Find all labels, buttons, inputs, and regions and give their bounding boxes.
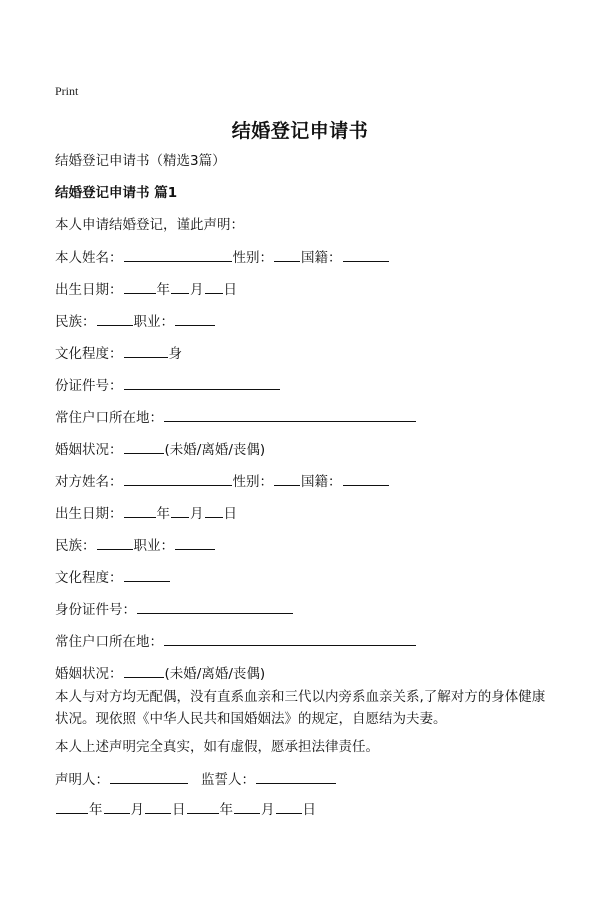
partner-education-label: 文化程度： [55,570,123,586]
partner-id-label: 身份证件号： [55,602,136,618]
self-id-row [55,376,281,395]
declarant-blank[interactable] [110,770,188,784]
partner-birth-month-blank[interactable] [171,504,189,518]
partner-education-row [55,568,171,587]
date2-day: 日 [302,802,316,818]
truth-statement: 本人上述声明完全真实，如有虚假，愿承担法律责任。 [55,739,379,755]
partner-ethnicity-blank[interactable] [97,536,133,550]
self-education-row [55,344,182,363]
self-nationality-label: 国籍： [301,250,342,266]
self-birth-day-blank[interactable] [205,280,223,294]
section-heading: 结婚登记申请书 篇1 [55,185,178,201]
self-education-tail: 身 [168,346,182,362]
page-title: 结婚登记申请书 [231,120,369,142]
partner-nationality-label: 国籍： [301,474,342,490]
self-id-label: 份证件号： [55,378,123,394]
partner-gender-label: 性别： [232,474,273,490]
partner-residence-row [55,632,417,651]
partner-birth-label: 出生日期： [55,506,123,522]
self-residence-blank[interactable] [164,408,416,422]
partner-occupation-blank[interactable] [175,536,215,550]
partner-residence-blank[interactable] [164,632,416,646]
date2-year: 年 [219,802,233,818]
self-nationality-blank[interactable] [343,248,389,262]
self-birth-month-blank[interactable] [171,280,189,294]
self-id-blank[interactable] [124,376,280,390]
date1-year-blank[interactable] [56,800,88,814]
date1-month-blank[interactable] [104,800,130,814]
partner-name-label: 对方姓名： [55,474,123,490]
partner-birth-year: 年 [156,506,170,522]
date-row [55,800,316,819]
self-education-label: 文化程度： [55,346,123,362]
self-birth-year: 年 [156,282,170,298]
witness-blank[interactable] [256,770,336,784]
print-label[interactable]: Print [55,84,79,98]
partner-birth-month: 月 [190,506,204,522]
self-education-blank[interactable] [124,344,168,358]
date2-month-blank[interactable] [234,800,260,814]
date1-year: 年 [89,802,103,818]
self-name-blank[interactable] [124,248,232,262]
self-name-label: 本人姓名： [55,250,123,266]
partner-id-blank[interactable] [137,600,293,614]
self-birth-label: 出生日期： [55,282,123,298]
partner-marital-row [55,664,265,683]
partner-residence-label: 常住户口所在地： [55,634,163,650]
date1-day: 日 [172,802,186,818]
partner-birth-row [55,504,237,523]
partner-birth-year-blank[interactable] [124,504,156,518]
partner-birth-day: 日 [223,506,237,522]
partner-name-row [55,472,390,491]
self-marital-options: (未婚/离婚/丧偶) [164,442,266,458]
self-residence-row [55,408,417,427]
date2-month: 月 [261,802,275,818]
partner-nationality-blank[interactable] [343,472,389,486]
self-marital-label: 婚姻状况： [55,442,123,458]
signature-row [55,770,337,789]
self-ethnicity-row [55,312,216,331]
date1-month: 月 [130,802,144,818]
self-ethnicity-blank[interactable] [97,312,133,326]
self-gender-label: 性别： [232,250,273,266]
self-occupation-blank[interactable] [175,312,215,326]
partner-marital-blank[interactable] [124,664,164,678]
self-birth-day: 日 [223,282,237,298]
partner-marital-label: 婚姻状况： [55,666,123,682]
partner-education-blank[interactable] [124,568,170,582]
date2-year-blank[interactable] [187,800,219,814]
date1-day-blank[interactable] [145,800,171,814]
partner-birth-day-blank[interactable] [205,504,223,518]
self-gender-blank[interactable] [274,248,300,262]
self-marital-blank[interactable] [124,440,164,454]
partner-gender-blank[interactable] [274,472,300,486]
document-subtitle: 结婚登记申请书（精选3篇） [55,153,226,169]
self-birth-year-blank[interactable] [124,280,156,294]
self-birth-row [55,280,237,299]
declarant-label: 声明人： [55,772,109,788]
intro-text: 本人申请结婚登记，谨此声明： [55,217,244,233]
partner-marital-options: (未婚/离婚/丧偶) [164,666,266,682]
partner-occupation-label: 职业： [133,538,174,554]
self-marital-row [55,440,265,459]
partner-ethnicity-row [55,536,216,555]
self-name-row [55,248,390,267]
self-occupation-label: 职业： [133,314,174,330]
date2-day-blank[interactable] [276,800,302,814]
self-birth-month: 月 [190,282,204,298]
self-ethnicity-label: 民族： [55,314,96,330]
partner-id-row [55,600,294,619]
self-residence-label: 常住户口所在地： [55,410,163,426]
partner-name-blank[interactable] [124,472,232,486]
witness-label: 监誓人： [201,772,255,788]
statement-paragraph: 本人与对方均无配偶，没有直系血亲和三代以内旁系血亲关系,了解对方的身体健康状况。现依照《中华人民共和国婚姻法》的规定，自愿结为夫妻。 [55,689,546,727]
partner-ethnicity-label: 民族： [55,538,96,554]
